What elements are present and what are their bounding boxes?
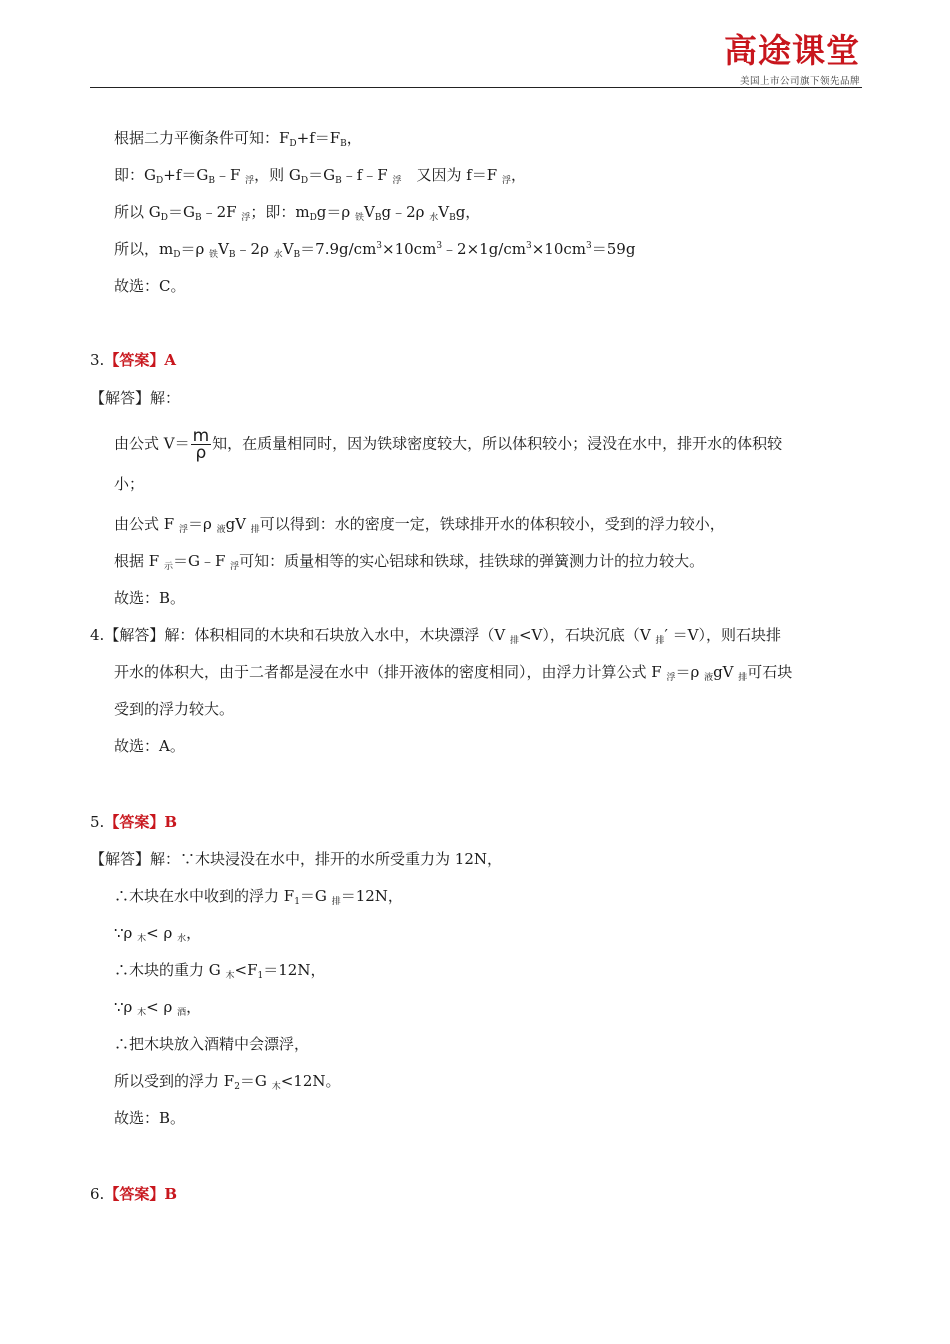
q5-number: 5. <box>90 813 105 831</box>
subscript: 浮 <box>666 673 676 683</box>
q3-answer-tag: 【答案】 <box>104 351 165 369</box>
text-run: gV <box>713 663 739 681</box>
q3-line-4 <box>114 551 704 571</box>
subscript: 浮 <box>178 525 188 535</box>
text-run: 根据二力平衡条件可知：F <box>114 129 290 147</box>
subscript: 木 <box>137 934 147 944</box>
text-run: ﹣f﹣F <box>341 166 393 184</box>
q2-conclusion: 故选：C。 <box>114 277 186 295</box>
superscript: 3 <box>525 241 532 251</box>
subscript: 液 <box>216 525 226 535</box>
text-run: 又因为 f＝F <box>401 166 502 184</box>
text-run: 即：G <box>114 166 156 184</box>
q5-line-2 <box>114 886 403 906</box>
q3-line-3 <box>114 514 725 534</box>
text-run: 所以 G <box>114 203 161 221</box>
subscript: 酒 <box>177 1008 187 1018</box>
q5-line-5 <box>114 997 201 1017</box>
text-run: ＝ρ <box>180 240 210 258</box>
q3-answer: A <box>164 351 176 369</box>
q5-line-4 <box>114 960 325 980</box>
text-run: 可以得到：水的密度一定，铁球排开水的体积较小，受到的浮力较小， <box>259 515 725 533</box>
subscript: 液 <box>704 673 714 683</box>
text-run: ×10cm <box>531 240 586 258</box>
fraction-numerator: m <box>192 426 210 446</box>
superscript: 3 <box>436 241 443 251</box>
text-run: ′ ＝V），则石块排 <box>664 626 781 644</box>
text-run: ， <box>186 998 202 1016</box>
text-run: <V），石块沉底（V <box>518 626 656 644</box>
subscript: B <box>194 213 202 223</box>
q6-answer: B <box>164 1185 178 1203</box>
text-run: ＝ρ <box>675 663 705 681</box>
text-run: 可知：质量相等的实心铝球和铁球，挂铁球的弹簧测力计的拉力较大。 <box>239 552 705 570</box>
text-run: g， <box>455 203 481 221</box>
text-run: ；即：m <box>250 203 310 221</box>
text-run: ， <box>511 166 527 184</box>
subscript: D <box>155 176 164 186</box>
text-run: 根据 F <box>114 552 164 570</box>
subscript: 浮 <box>230 562 240 572</box>
q3-number: 3. <box>90 351 105 369</box>
subscript: D <box>160 213 168 223</box>
q5-answer-line <box>90 812 177 832</box>
subscript: 浮 <box>392 176 402 186</box>
text-run: ， <box>346 129 362 147</box>
text-run: ＝12N， <box>263 961 326 979</box>
text-run: V <box>282 240 294 258</box>
subscript: 排 <box>331 897 341 907</box>
header-divider <box>90 87 862 88</box>
q6-answer-line <box>90 1184 177 1204</box>
q3-answer-line <box>90 350 176 370</box>
q4-conclusion: 故选：A。 <box>114 737 185 755</box>
text-run: V <box>438 203 450 221</box>
text-run: ﹣2ρ <box>235 240 274 258</box>
subscript: D <box>300 176 309 186</box>
q4-line-2 <box>114 662 792 682</box>
q3-line-1-text: 知，在质量相同时，因为铁球密度较大，所以体积较小；浸没在水中，排开水的体积较 <box>212 434 783 453</box>
q4-number: 4. <box>90 626 105 644</box>
q4-line-3: 受到的浮力较大。 <box>114 700 235 718</box>
q2-line-2 <box>114 165 526 185</box>
subscript: B <box>335 176 342 186</box>
subscript: 排 <box>738 673 748 683</box>
subscript: B <box>208 176 215 186</box>
q3-conclusion: 故选：B。 <box>114 589 186 607</box>
q3-formula-prefix: 由公式 V＝ <box>114 434 190 453</box>
subscript: 木 <box>225 971 235 981</box>
q5-line-1: 【解答】解：∵木块浸没在水中，排开的水所受重力为 12N， <box>90 850 502 868</box>
text-run: +f＝F <box>296 129 341 147</box>
superscript: 3 <box>586 241 592 251</box>
text-run: 所以，m <box>114 240 174 258</box>
page-header <box>90 28 860 88</box>
q5-answer: B <box>164 813 178 831</box>
q2-line-1 <box>114 128 362 148</box>
text-run: ＝59g <box>591 240 636 258</box>
text-run: ＝ρ <box>187 515 217 533</box>
mass-over-density-fraction <box>191 428 212 461</box>
q4-solution-label: 【解答】 <box>104 626 165 644</box>
text-run: ＝12N， <box>340 887 403 905</box>
q5-conclusion: 故选：B。 <box>114 1109 186 1127</box>
q5-line-7 <box>114 1071 340 1091</box>
text-run: gV <box>225 515 251 533</box>
subscript: 1 <box>257 971 264 981</box>
text-run: V <box>364 203 375 221</box>
text-run: ×10cm <box>382 240 437 258</box>
text-run: ﹣2×1g/cm <box>442 240 526 258</box>
text-run: 由公式 F <box>114 515 179 533</box>
text-run: 开水的体积大，由于二者都是浸在水中（排开液体的密度相同），由浮力计算公式 F <box>114 663 667 681</box>
subscript: 铁 <box>209 250 219 260</box>
subscript: 水 <box>429 213 439 223</box>
subscript: 浮 <box>245 176 255 186</box>
text-run: ＝G <box>167 203 195 221</box>
text-run: +f＝G <box>163 166 209 184</box>
subscript: B <box>449 213 456 223</box>
text-run: g＝ρ <box>316 203 355 221</box>
q4-line-1 <box>90 625 781 645</box>
subscript: 木 <box>137 1008 147 1018</box>
text-run: ∵ρ <box>114 998 138 1016</box>
text-run: ，则 G <box>254 166 301 184</box>
q5-line-3 <box>114 923 201 943</box>
text-run: V <box>218 240 229 258</box>
brand-tagline: 美国上市公司旗下领先品牌 <box>739 76 860 87</box>
superscript: 3 <box>376 241 383 251</box>
text-run: ＝G <box>299 887 332 905</box>
subscript: 排 <box>655 636 665 646</box>
q6-number: 6. <box>90 1185 105 1203</box>
subscript: 排 <box>509 636 519 646</box>
text-run: ∴木块在水中收到的浮力 F <box>114 887 295 905</box>
subscript: 浮 <box>241 213 251 223</box>
subscript: 木 <box>271 1082 281 1092</box>
subscript: D <box>173 250 181 260</box>
text-run: ＝G <box>308 166 336 184</box>
q2-line-3 <box>114 202 480 222</box>
subscript: 1 <box>294 897 300 907</box>
subscript: 铁 <box>355 213 365 223</box>
subscript: 排 <box>250 525 260 535</box>
subscript: 示 <box>163 562 173 572</box>
q3-solution-label: 【解答】解： <box>90 389 181 407</box>
subscript: B <box>374 213 382 223</box>
q5-line-6: ∴把木块放入酒精中会漂浮， <box>114 1035 310 1053</box>
fraction-denominator: ρ <box>195 443 207 463</box>
q4-line-1-text <box>164 626 781 644</box>
subscript: 水 <box>177 934 187 944</box>
text-run: ＝G﹣F <box>172 552 231 570</box>
q6-answer-tag: 【答案】 <box>104 1185 165 1203</box>
q2-line-4 <box>114 239 635 259</box>
text-run: ∴木块的重力 G <box>114 961 226 979</box>
text-run: ＝7.9g/cm <box>300 240 377 258</box>
text-run: 解：体积相同的木块和石块放入水中，木块漂浮（V <box>164 626 510 644</box>
q5-answer-tag: 【答案】 <box>104 813 165 831</box>
text-run: < ρ <box>146 924 178 942</box>
subscript: 浮 <box>501 176 511 186</box>
text-run: <12N。 <box>280 1072 341 1090</box>
q3-line-2: 小； <box>114 475 145 493</box>
subscript: 水 <box>273 250 283 260</box>
subscript: B <box>228 250 236 260</box>
q3-line-1 <box>114 428 782 461</box>
subscript: D <box>289 139 297 149</box>
text-run: 可石块 <box>747 663 793 681</box>
text-run: g﹣2ρ <box>381 203 430 221</box>
brand-logo: 高途课堂 <box>724 31 860 70</box>
subscript: 2 <box>234 1082 240 1092</box>
text-run: <F <box>234 961 258 979</box>
text-run: ＝G <box>239 1072 272 1090</box>
text-run: ﹣2F <box>201 203 242 221</box>
text-run: ， <box>186 924 202 942</box>
subscript: D <box>309 213 317 223</box>
subscript: B <box>340 139 347 149</box>
subscript: B <box>293 250 301 260</box>
text-run: 所以受到的浮力 F <box>114 1072 235 1090</box>
text-run: ∵ρ <box>114 924 138 942</box>
text-run: ﹣F <box>214 166 246 184</box>
text-run: < ρ <box>146 998 178 1016</box>
